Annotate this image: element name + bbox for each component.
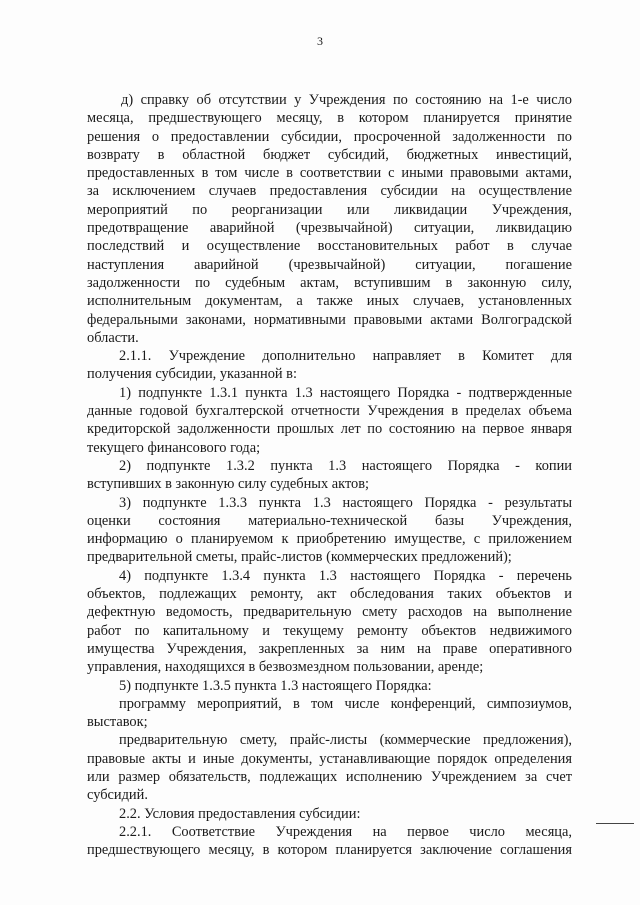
paragraph-line: исполнительным документам, а также иных случаев, установленных xyxy=(87,293,572,310)
paragraph-line: дефектную ведомость, предварительную смету расходов на выполнение xyxy=(87,604,572,621)
paragraph-line: последствий и осуществление восстановительных работ в случае xyxy=(87,238,572,255)
scan-edge-mark xyxy=(596,823,634,824)
paragraph-line: области. xyxy=(87,329,139,346)
paragraph-line: федеральными законами, нормативными правовыми актами Волгоградской xyxy=(87,311,572,328)
paragraph-line: предотвращение аварийной (чрезвычайной) ситуации, ликвидацию xyxy=(87,220,572,237)
paragraph-line: предшествующего месяцу, в котором планируется заключение соглашения xyxy=(87,842,572,859)
paragraph-line: 2.2.1. Соответствие Учреждения на первое число месяца, xyxy=(119,823,572,840)
paragraph-line: правовые акты и иные документы, устанавливающие порядок определения xyxy=(87,750,572,767)
paragraph-line: информацию о планируемом к приобретению имуществе, с приложением xyxy=(87,531,572,548)
paragraph-line: возврату в областной бюджет субсидий, бюджетных инвестиций, xyxy=(87,146,572,163)
paragraph-line: получения субсидии, указанной в: xyxy=(87,366,297,383)
paragraph-line: 2) подпункте 1.3.2 пункта 1.3 настоящего Порядка - копии xyxy=(119,457,572,474)
paragraph-line: текущего финансового года; xyxy=(87,439,261,456)
paragraph-line: 4) подпункте 1.3.4 пункта 1.3 настоящего Порядка - перечень xyxy=(119,567,572,584)
paragraph-line: месяца, предшествующего месяцу, в котором планируется принятие xyxy=(87,110,572,127)
paragraph-line: вступивших в законную силу судебных актов; xyxy=(87,476,370,493)
paragraph-line: объектов, подлежащих ремонту, акт обследования таких объектов и xyxy=(87,586,572,603)
paragraph-line: данные годовой бухгалтерской отчетности Учреждения в пределах объема xyxy=(87,403,572,420)
paragraph-line: выставок; xyxy=(87,714,148,731)
paragraph-line: предварительной сметы, прайс-листов (коммерческих предложений); xyxy=(87,549,512,566)
paragraph-line: предоставленных в том числе в соответствии с иными правовыми актами, xyxy=(87,165,572,182)
page-number: 3 xyxy=(317,34,323,48)
document-body xyxy=(87,91,572,859)
paragraph-line: субсидий. xyxy=(87,787,148,804)
paragraph-line: управления, находящихся в безвозмездном пользовании, аренде; xyxy=(87,659,484,676)
paragraph-line: оценки состояния материально-технической базы Учреждения, xyxy=(87,512,572,529)
paragraph-line: программу мероприятий, в том числе конференций, симпозиумов, xyxy=(119,695,572,712)
paragraph-line: предварительную смету, прайс-листы (коммерческие предложения), xyxy=(119,732,572,749)
paragraph-line: 3) подпункте 1.3.3 пункта 1.3 настоящего Порядка - результаты xyxy=(119,494,572,511)
paragraph-line: задолженности по судебным актам, вступившим в законную силу, xyxy=(87,274,572,291)
paragraph-line: мероприятий по реорганизации или ликвидации Учреждения, xyxy=(87,201,572,218)
paragraph-line: кредиторской задолженности прошлых лет по состоянию на первое января xyxy=(87,421,572,438)
paragraph-line: решения о предоставлении субсидии, просроченной задолженности по xyxy=(87,128,572,145)
paragraph-line: д) справку об отсутствии у Учреждения по состоянию на 1-е число xyxy=(121,92,572,108)
paragraph-line: 2.1.1. Учреждение дополнительно направляет в Комитет для xyxy=(119,348,572,365)
paragraph-line: 1) подпункте 1.3.1 пункта 1.3 настоящего Порядка - подтвержденные xyxy=(119,384,572,401)
paragraph-line: 5) подпункте 1.3.5 пункта 1.3 настоящего Порядка: xyxy=(119,677,432,694)
paragraph-line: или размер обязательств, подлежащих исполнению Учреждением за счет xyxy=(87,768,572,785)
paragraph-line: 2.2. Условия предоставления субсидии: xyxy=(119,805,361,822)
paragraph-line: имущества Учреждения, закрепленных за ним на праве оперативного xyxy=(87,640,572,657)
paragraph-line: наступления аварийной (чрезвычайной) ситуации, погашение xyxy=(87,256,572,273)
paragraph-line: за исключением случаев предоставления субсидии на осуществление xyxy=(87,183,572,200)
paragraph-line: работ по капитальному и текущему ремонту объектов недвижимого xyxy=(87,622,572,639)
